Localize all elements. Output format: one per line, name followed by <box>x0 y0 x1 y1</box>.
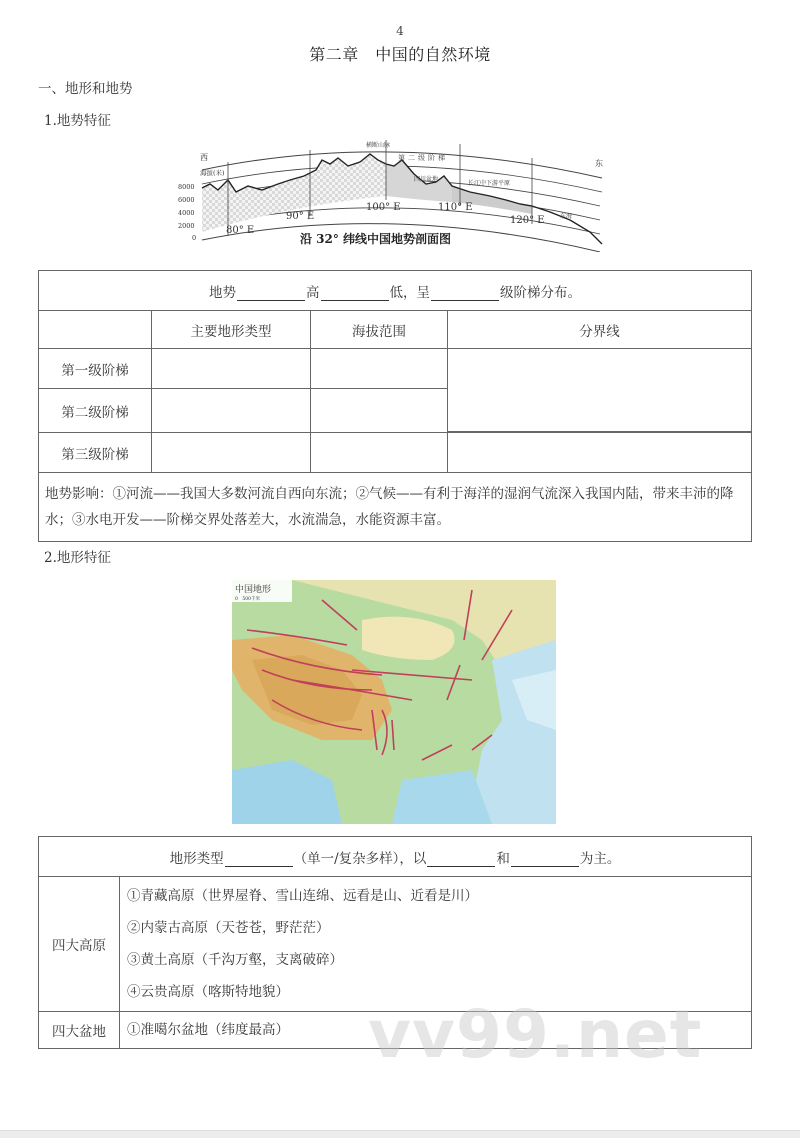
svg-text:6000: 6000 <box>178 196 195 204</box>
plateau-item: ④云贵高原（喀斯特地貌） <box>127 984 289 1000</box>
terrain-steps-table <box>38 270 752 542</box>
svg-text:海拔(米): 海拔(米) <box>200 169 225 177</box>
row-label-step1: 第一级阶梯 <box>39 349 152 389</box>
svg-text:4000: 4000 <box>178 209 195 217</box>
svg-text:0 500千米: 0 500千米 <box>235 597 260 602</box>
page-number: 4 <box>396 24 404 38</box>
svg-text:120° E: 120° E <box>510 215 545 226</box>
blank-input[interactable] <box>431 286 499 301</box>
subsection-landform-features: 2.地形特征 <box>44 550 111 566</box>
china-terrain-map <box>232 580 556 824</box>
svg-text:0: 0 <box>192 234 197 242</box>
cell-boundary-1[interactable] <box>448 349 752 389</box>
svg-text:8000: 8000 <box>178 183 195 191</box>
blank-input[interactable] <box>225 852 293 867</box>
east-label: 东 <box>595 159 603 168</box>
blank-input[interactable] <box>321 286 389 301</box>
plateaus-list <box>120 877 752 1012</box>
svg-text:80° E: 80° E <box>226 225 255 236</box>
header-boundary: 分界线 <box>448 311 752 349</box>
plateau-item: ②内蒙古高原（天苍苍，野茫茫） <box>127 920 330 936</box>
cell-step2-landform[interactable] <box>152 389 311 433</box>
landform-fill-in: 地形类型 （单一/复杂多样），以 和 为主。 <box>39 837 752 877</box>
svg-text:2000: 2000 <box>178 222 195 230</box>
plateaus-label: 四大高原 <box>39 877 120 1012</box>
cell-step3-elevation[interactable] <box>311 433 448 473</box>
svg-text:90° E: 90° E <box>286 211 315 222</box>
cell-step1-landform[interactable] <box>152 349 311 389</box>
svg-text:110° E: 110° E <box>438 202 473 213</box>
cell-boundary-1-cont <box>448 389 752 433</box>
chapter-title: 第二章 中国的自然环境 <box>309 45 491 64</box>
plateau-item: ①青藏高原（世界屋脊、雪山连绵、远看是山、近看是川） <box>127 888 478 904</box>
cell-step3-landform[interactable] <box>152 433 311 473</box>
terrain-impact-text: 地势影响：①河流——我国大多数河流自西向东流；②气候——有利于海洋的湿润气流深入我国内陆，带来丰沛的降水；③水电开发——阶梯交界处落差大，水流湍急，水能资源丰富。 <box>39 473 752 542</box>
svg-text:东海: 东海 <box>560 213 573 220</box>
svg-text:四川盆地: 四川盆地 <box>414 176 439 183</box>
subsection-terrain-trend: 1.地势特征 <box>44 113 111 129</box>
row-label-step2: 第二级阶梯 <box>39 389 152 433</box>
header-empty <box>39 311 152 349</box>
row-label-step3: 第三级阶梯 <box>39 433 152 473</box>
svg-text:第二级阶梯: 第二级阶梯 <box>398 154 448 162</box>
elevation-profile-figure <box>170 140 610 252</box>
header-landform-type: 主要地形类型 <box>152 311 311 349</box>
svg-text:100° E: 100° E <box>366 202 401 213</box>
svg-text:横断山脉: 横断山脉 <box>366 142 391 149</box>
basins-label: 四大盆地 <box>39 1012 120 1049</box>
terrain-trend-fill-in: 地势 高 低，呈 级阶梯分布。 <box>39 271 752 311</box>
cell-boundary-2[interactable] <box>448 433 752 473</box>
cell-step2-elevation[interactable] <box>311 389 448 433</box>
section-heading: 一、地形和地势 <box>38 81 133 97</box>
profile-caption: 沿 32° 纬线中国地势剖面图 <box>300 232 452 246</box>
header-elevation-range: 海拔范围 <box>311 311 448 349</box>
plateau-item: ③黄土高原（千沟万壑，支离破碎） <box>127 952 343 968</box>
blank-input[interactable] <box>427 852 495 867</box>
watermark: vv99.net <box>368 996 703 1073</box>
cell-step1-elevation[interactable] <box>311 349 448 389</box>
blank-input[interactable] <box>237 286 305 301</box>
west-label: 西 <box>200 153 208 162</box>
svg-text:长江中下游平原: 长江中下游平原 <box>468 180 511 187</box>
basin-item: ①准噶尔盆地（纬度最高） <box>127 1022 289 1038</box>
map-title: 中国地形 <box>235 585 272 595</box>
blank-input[interactable] <box>511 852 579 867</box>
